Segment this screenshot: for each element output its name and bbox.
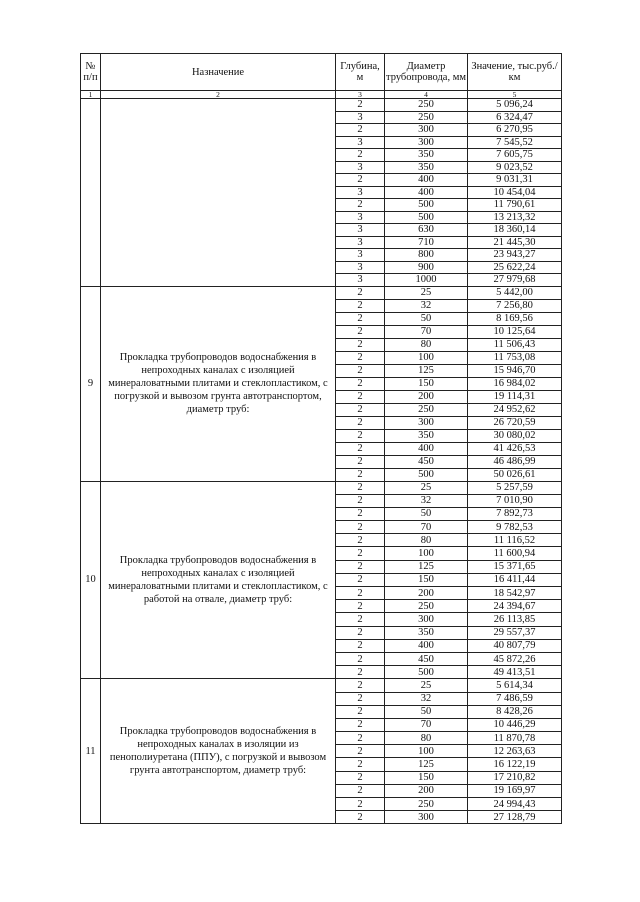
section-description: Прокладка трубопроводов водоснабжения в непроходных каналах в изоляции из пенополиуретана (ППУ), с погрузкой и вывозом грунта автотранспортом, диаметр труб: (101, 679, 336, 824)
cell-diameter: 800 (385, 249, 468, 262)
cell-value: 9 031,31 (468, 174, 562, 187)
cell-value: 45 872,26 (468, 652, 562, 665)
pipeline-cost-table (80, 53, 562, 824)
cell-diameter: 250 (385, 111, 468, 124)
cell-value: 46 486,99 (468, 455, 562, 468)
cell-diameter: 500 (385, 199, 468, 212)
cell-value: 26 720,59 (468, 416, 562, 429)
cell-depth: 3 (336, 111, 385, 124)
cell-diameter: 250 (385, 403, 468, 416)
cell-value: 18 360,14 (468, 224, 562, 237)
cell-depth: 3 (336, 274, 385, 287)
cell-value: 11 870,78 (468, 732, 562, 745)
cell-diameter: 50 (385, 507, 468, 520)
cell-diameter: 50 (385, 705, 468, 718)
cell-depth: 3 (336, 249, 385, 262)
cell-diameter: 500 (385, 666, 468, 679)
cell-value: 5 442,00 (468, 286, 562, 299)
cell-value: 24 994,43 (468, 798, 562, 811)
cell-diameter: 300 (385, 811, 468, 824)
cell-depth: 3 (336, 261, 385, 274)
cell-diameter: 450 (385, 652, 468, 665)
cell-value: 27 979,68 (468, 274, 562, 287)
cell-depth: 2 (336, 416, 385, 429)
cell-depth: 2 (336, 613, 385, 626)
cell-value: 15 946,70 (468, 364, 562, 377)
cell-value: 18 542,97 (468, 587, 562, 600)
cell-depth: 2 (336, 534, 385, 547)
table-row (81, 99, 562, 112)
cell-depth: 2 (336, 429, 385, 442)
cell-value: 7 545,52 (468, 136, 562, 149)
cell-depth: 2 (336, 494, 385, 507)
cell-value: 10 454,04 (468, 186, 562, 199)
cell-depth: 2 (336, 377, 385, 390)
cell-value: 21 445,30 (468, 236, 562, 249)
cell-depth: 2 (336, 481, 385, 494)
column-number: 2 (101, 91, 336, 99)
cell-depth: 2 (336, 573, 385, 586)
cell-depth: 2 (336, 705, 385, 718)
column-number-row (81, 91, 562, 99)
cell-value: 13 213,32 (468, 211, 562, 224)
cell-diameter: 400 (385, 186, 468, 199)
cell-value: 41 426,53 (468, 442, 562, 455)
cell-depth: 2 (336, 312, 385, 325)
cell-value: 7 010,90 (468, 494, 562, 507)
header-purpose: Назначение (101, 54, 336, 91)
cell-value: 8 169,56 (468, 312, 562, 325)
cell-diameter: 125 (385, 560, 468, 573)
cell-value: 29 557,37 (468, 626, 562, 639)
cell-diameter: 100 (385, 547, 468, 560)
cell-depth: 2 (336, 732, 385, 745)
cell-value: 10 446,29 (468, 718, 562, 731)
cell-value: 16 122,19 (468, 758, 562, 771)
cell-diameter: 100 (385, 745, 468, 758)
cell-depth: 2 (336, 325, 385, 338)
cell-depth: 2 (336, 758, 385, 771)
cell-diameter: 200 (385, 587, 468, 600)
cell-depth: 2 (336, 199, 385, 212)
cell-diameter: 500 (385, 211, 468, 224)
cell-value: 50 026,61 (468, 468, 562, 481)
column-number: 5 (468, 91, 562, 99)
cell-depth: 2 (336, 639, 385, 652)
cell-value: 26 113,85 (468, 613, 562, 626)
cell-diameter: 350 (385, 161, 468, 174)
cell-diameter: 70 (385, 325, 468, 338)
cell-value: 7 486,59 (468, 692, 562, 705)
cell-depth: 2 (336, 666, 385, 679)
cell-diameter: 125 (385, 364, 468, 377)
cell-diameter: 32 (385, 692, 468, 705)
cell-value: 24 394,67 (468, 600, 562, 613)
column-number: 1 (81, 91, 101, 99)
cell-diameter: 50 (385, 312, 468, 325)
cell-value: 9 023,52 (468, 161, 562, 174)
cell-value: 8 428,26 (468, 705, 562, 718)
cell-value: 7 892,73 (468, 507, 562, 520)
cell-value: 6 324,47 (468, 111, 562, 124)
header-value: Значение, тыс.руб./км (468, 54, 562, 91)
cell-depth: 2 (336, 390, 385, 403)
cell-diameter: 150 (385, 573, 468, 586)
table-body (81, 99, 562, 824)
cell-depth: 2 (336, 338, 385, 351)
cell-depth: 2 (336, 124, 385, 137)
cell-depth: 3 (336, 186, 385, 199)
cell-depth: 2 (336, 587, 385, 600)
cell-diameter: 300 (385, 416, 468, 429)
cell-depth: 2 (336, 547, 385, 560)
cell-value: 6 270,95 (468, 124, 562, 137)
cell-value: 27 128,79 (468, 811, 562, 824)
section-number: 10 (81, 481, 101, 679)
table-row (81, 286, 562, 299)
cell-diameter: 80 (385, 534, 468, 547)
table-row (81, 481, 562, 494)
cell-diameter: 400 (385, 639, 468, 652)
cell-depth: 3 (336, 224, 385, 237)
cell-value: 19 114,31 (468, 390, 562, 403)
cell-diameter: 32 (385, 494, 468, 507)
column-number: 3 (336, 91, 385, 99)
cell-depth: 2 (336, 286, 385, 299)
cell-value: 5 614,34 (468, 679, 562, 692)
cell-depth: 2 (336, 403, 385, 416)
header-row (81, 54, 562, 91)
cell-depth: 2 (336, 626, 385, 639)
cell-depth: 2 (336, 149, 385, 162)
cell-value: 5 096,24 (468, 99, 562, 112)
cell-value: 11 600,94 (468, 547, 562, 560)
cell-depth: 2 (336, 351, 385, 364)
cell-diameter: 200 (385, 784, 468, 797)
cell-depth: 2 (336, 442, 385, 455)
cell-depth: 2 (336, 771, 385, 784)
cell-diameter: 300 (385, 124, 468, 137)
cell-diameter: 80 (385, 338, 468, 351)
cell-value: 23 943,27 (468, 249, 562, 262)
cell-depth: 2 (336, 455, 385, 468)
cell-diameter: 25 (385, 286, 468, 299)
cell-diameter: 350 (385, 626, 468, 639)
cell-diameter: 150 (385, 377, 468, 390)
cell-diameter: 400 (385, 174, 468, 187)
cell-diameter: 300 (385, 136, 468, 149)
section-description (101, 99, 336, 287)
cell-value: 5 257,59 (468, 481, 562, 494)
cell-value: 16 984,02 (468, 377, 562, 390)
cell-value: 9 782,53 (468, 521, 562, 534)
cell-diameter: 1000 (385, 274, 468, 287)
cell-value: 25 622,24 (468, 261, 562, 274)
cell-depth: 3 (336, 136, 385, 149)
cell-diameter: 32 (385, 299, 468, 312)
cell-diameter: 350 (385, 429, 468, 442)
cell-diameter: 630 (385, 224, 468, 237)
table-row (81, 679, 562, 692)
cell-diameter: 400 (385, 442, 468, 455)
cell-depth: 3 (336, 236, 385, 249)
cell-diameter: 250 (385, 600, 468, 613)
cell-value: 11 506,43 (468, 338, 562, 351)
cell-value: 11 753,08 (468, 351, 562, 364)
cell-diameter: 25 (385, 481, 468, 494)
cell-value: 11 116,52 (468, 534, 562, 547)
cell-diameter: 100 (385, 351, 468, 364)
section-description: Прокладка трубопроводов водоснабжения в непроходных каналах с изоляцией минераловатными плитами и стеклопластиком, с работой на отвале, диаметр труб: (101, 481, 336, 679)
cell-value: 12 263,63 (468, 745, 562, 758)
cell-value: 17 210,82 (468, 771, 562, 784)
cell-value: 7 256,80 (468, 299, 562, 312)
cell-depth: 2 (336, 174, 385, 187)
cell-depth: 2 (336, 560, 385, 573)
cell-diameter: 200 (385, 390, 468, 403)
cell-diameter: 250 (385, 798, 468, 811)
cell-value: 49 413,51 (468, 666, 562, 679)
section-description: Прокладка трубопроводов водоснабжения в непроходных каналах с изоляцией минераловатными плитами и стеклопластиком, с погрузкой и вывозом грунта автотранспортом, диаметр труб: (101, 286, 336, 481)
cell-diameter: 70 (385, 521, 468, 534)
cell-diameter: 125 (385, 758, 468, 771)
cell-diameter: 70 (385, 718, 468, 731)
cell-diameter: 350 (385, 149, 468, 162)
cell-depth: 2 (336, 299, 385, 312)
header-diameter: Диаметр трубопровода, мм (385, 54, 468, 91)
cell-diameter: 80 (385, 732, 468, 745)
cell-value: 30 080,02 (468, 429, 562, 442)
cell-depth: 3 (336, 161, 385, 174)
cell-depth: 3 (336, 211, 385, 224)
cell-diameter: 710 (385, 236, 468, 249)
cell-diameter: 500 (385, 468, 468, 481)
cell-depth: 2 (336, 468, 385, 481)
section-number: 9 (81, 286, 101, 481)
cell-depth: 2 (336, 600, 385, 613)
section-number (81, 99, 101, 287)
column-number: 4 (385, 91, 468, 99)
cell-diameter: 250 (385, 99, 468, 112)
cell-value: 10 125,64 (468, 325, 562, 338)
cell-depth: 2 (336, 679, 385, 692)
cell-depth: 2 (336, 364, 385, 377)
cell-value: 16 411,44 (468, 573, 562, 586)
cell-diameter: 150 (385, 771, 468, 784)
cell-value: 24 952,62 (468, 403, 562, 416)
cell-depth: 2 (336, 692, 385, 705)
cell-depth: 2 (336, 811, 385, 824)
cell-value: 40 807,79 (468, 639, 562, 652)
cell-depth: 2 (336, 652, 385, 665)
cell-depth: 2 (336, 99, 385, 112)
cell-value: 7 605,75 (468, 149, 562, 162)
cell-diameter: 300 (385, 613, 468, 626)
cell-depth: 2 (336, 745, 385, 758)
cell-value: 11 790,61 (468, 199, 562, 212)
header-num: № п/п (81, 54, 101, 91)
cell-depth: 2 (336, 718, 385, 731)
cell-depth: 2 (336, 798, 385, 811)
cell-value: 19 169,97 (468, 784, 562, 797)
cell-depth: 2 (336, 507, 385, 520)
section-number: 11 (81, 679, 101, 824)
header-depth: Глубина, м (336, 54, 385, 91)
cell-diameter: 450 (385, 455, 468, 468)
cell-diameter: 900 (385, 261, 468, 274)
cell-value: 15 371,65 (468, 560, 562, 573)
cell-diameter: 25 (385, 679, 468, 692)
cell-depth: 2 (336, 784, 385, 797)
cell-depth: 2 (336, 521, 385, 534)
